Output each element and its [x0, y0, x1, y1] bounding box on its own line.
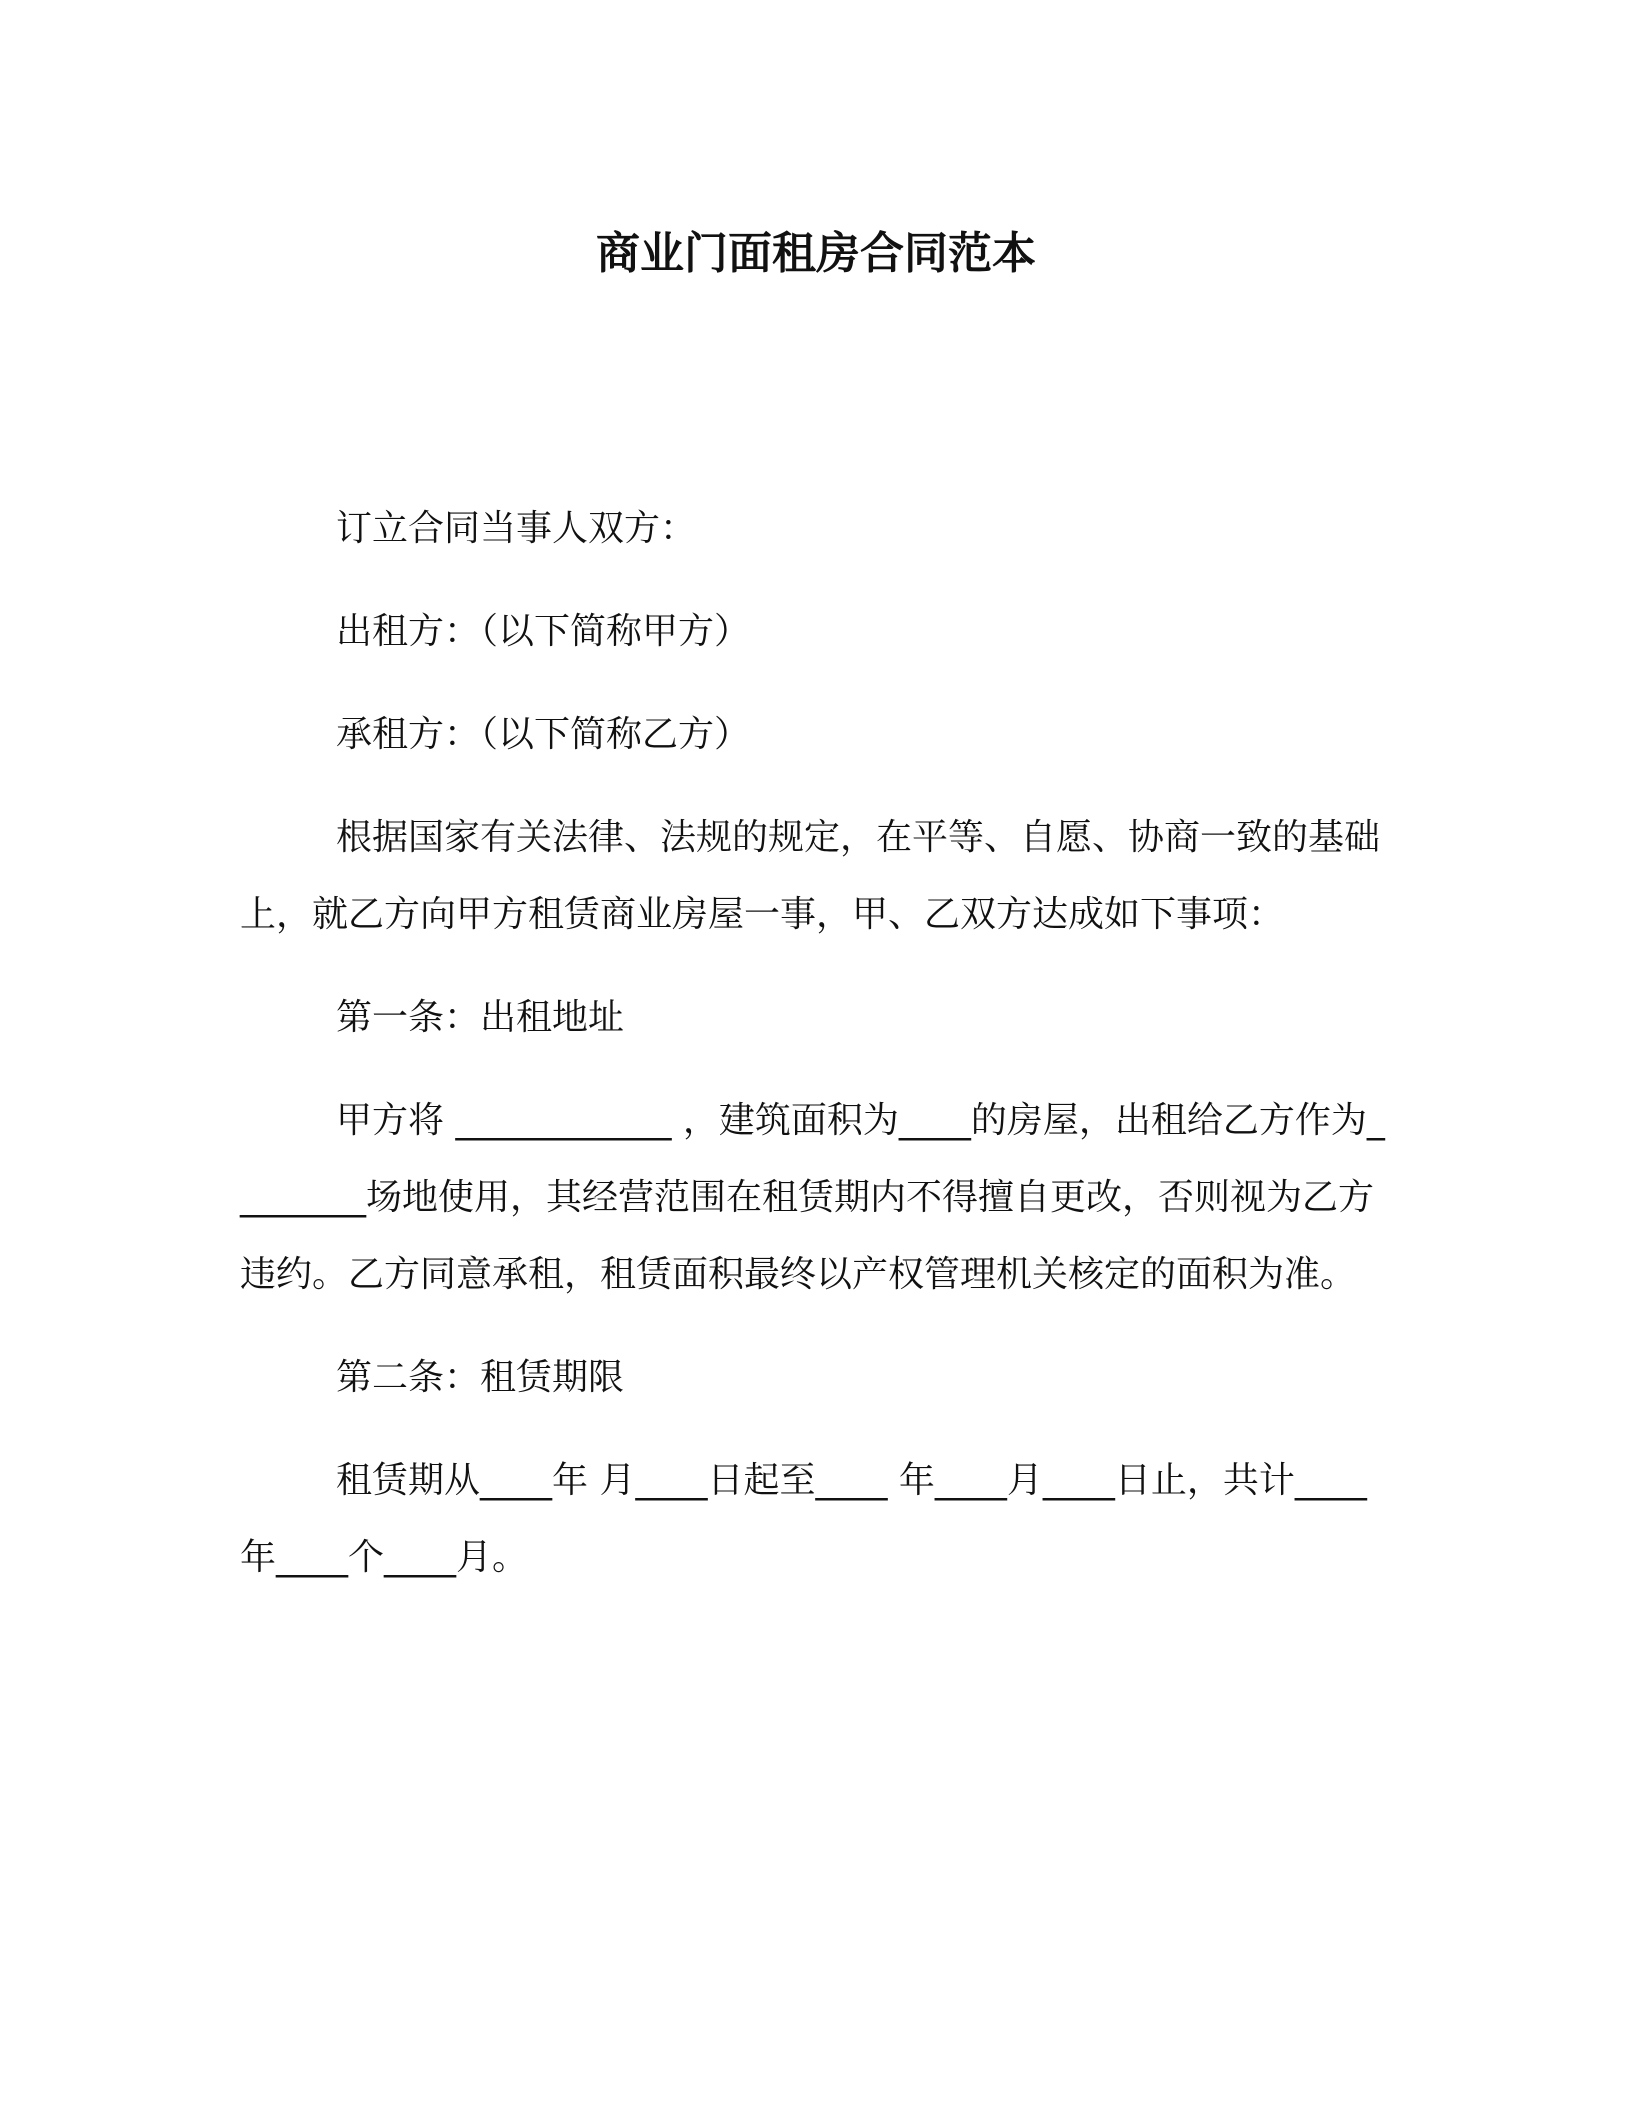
lessee-line: 承租方：（以下简称乙方）: [336, 714, 751, 755]
document-body: [240, 490, 1392, 1622]
preamble-paragraph: 根据国家有关法律、法规的规定，在平等、自愿、协商一致的基础上，就乙方向甲方租赁商业房屋一事，甲、乙双方达成如下事项：: [240, 817, 1381, 935]
article-1-heading: 第一条：出租地址: [336, 997, 625, 1038]
article-2-heading: 第二条：租赁期限: [336, 1357, 625, 1398]
article-2-body: 租赁期从____年 月____日起至____ 年____月____日止，共计____年____个____月。: [240, 1460, 1367, 1578]
article-1-body: 甲方将 ____________ ，建筑面积为____的房屋，出租给乙方作为________场地使用，其经营范围在租赁期内不得擅自更改，否则视为乙方违约。乙方同意承租，租赁面积最终以产权管理机关核定的面积为准。: [240, 1100, 1385, 1295]
contract-parties-heading: 订立合同当事人双方：: [336, 508, 697, 549]
lessor-line: 出租方：（以下简称甲方）: [336, 611, 751, 652]
document-title: 商业门面租房合同范本: [596, 228, 1036, 279]
